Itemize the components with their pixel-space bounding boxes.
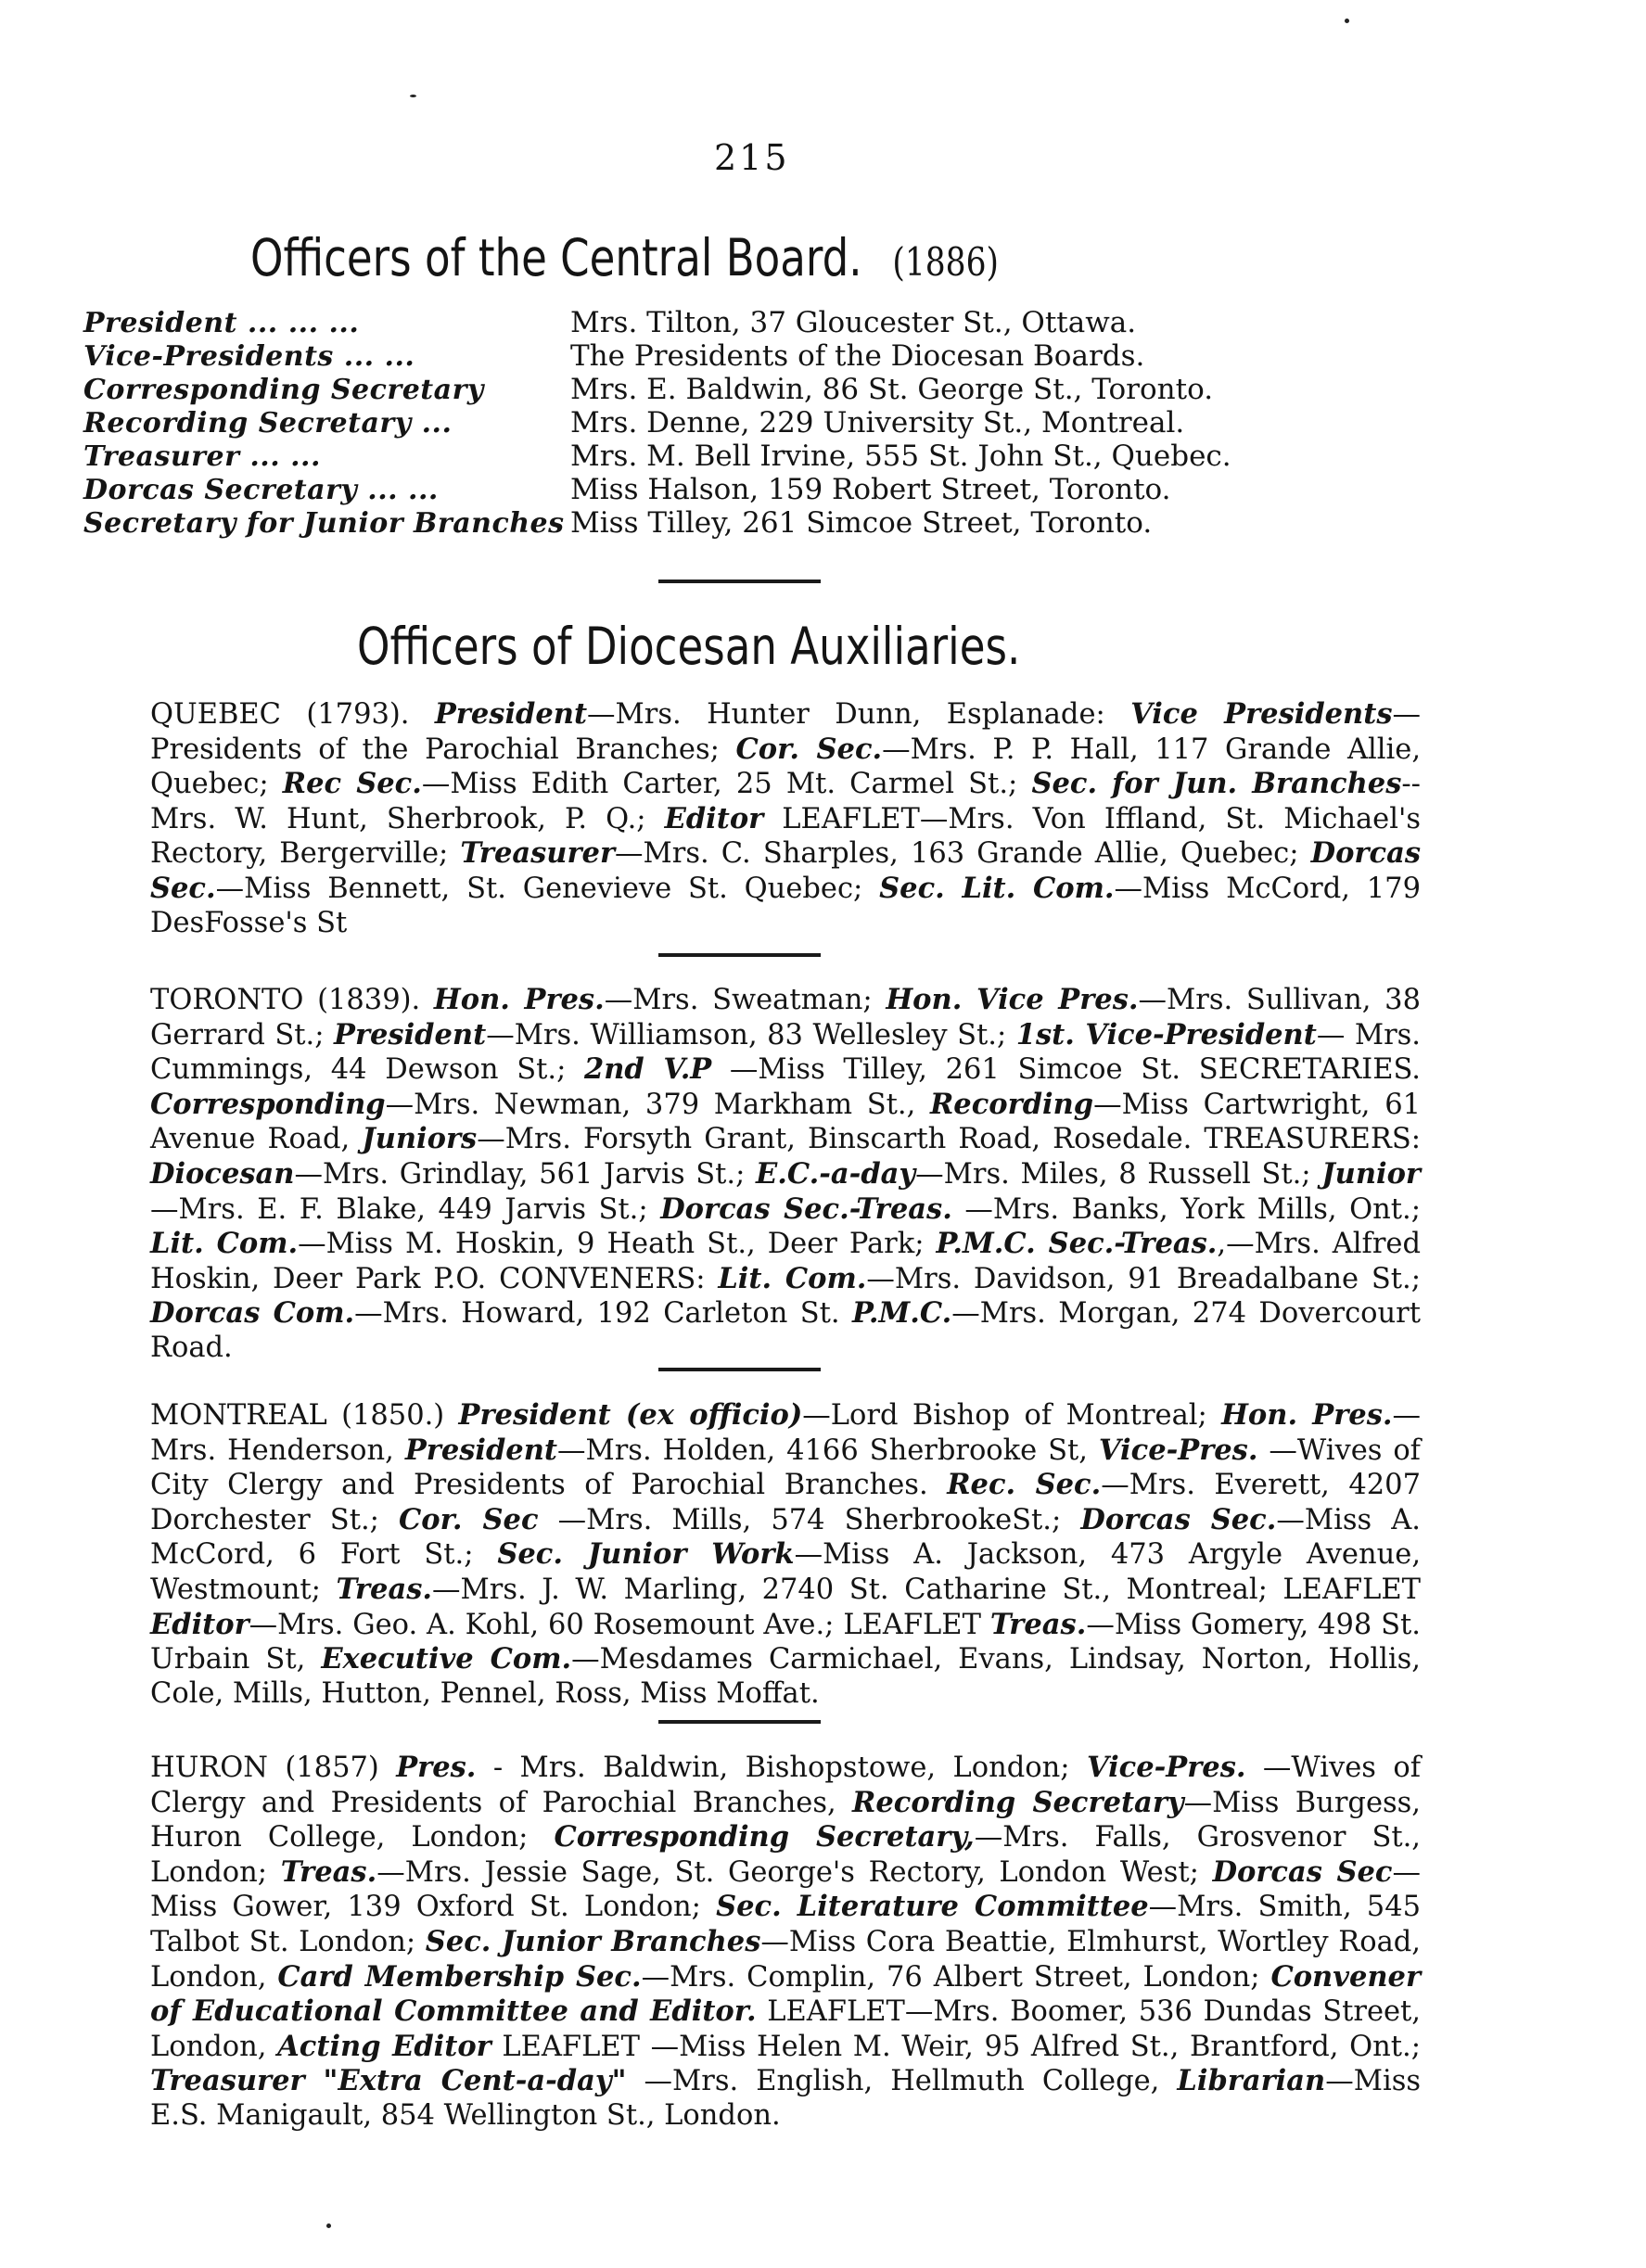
central-board-year: (1886) — [892, 239, 999, 285]
office-text: —Mrs. J. W. Marling, 2740 St. Catharine St., Montreal; LEAFLET — [432, 1573, 1421, 1606]
office-text: — Mrs. Cummings, 44 Dewson St.; — [150, 1018, 1421, 1087]
office-text: —Mrs. E. F. Blake, 449 Jarvis St.; — [150, 1192, 661, 1226]
office-text: —Mrs. Jessie Sage, St. George's Rectory, London West; — [376, 1855, 1213, 1889]
office-text: —Mrs. C. Sharples, 163 Grande Allie, Quebec; — [615, 837, 1311, 871]
central-officers-list — [83, 306, 1530, 540]
office-text: —Lord Bishop of Montreal; — [802, 1399, 1222, 1432]
office-title: Sec. for Jun. Branches — [1031, 767, 1402, 801]
toronto-section — [85, 983, 1421, 1366]
office-title: Rec. Sec. — [947, 1468, 1102, 1502]
office-text: —Miss M. Hoskin, 9 Heath St., Deer Park; — [298, 1228, 937, 1261]
office-text: —Mrs. Howard, 192 Carleton St. — [354, 1297, 852, 1331]
office-title: Editor — [150, 1607, 249, 1641]
office-text: —Mrs. Grindlay, 561 Jarvis St.; — [294, 1157, 757, 1191]
office-title: Sec. Literature Committee — [716, 1890, 1149, 1924]
officer-name: Miss Tilley, 261 Simcoe Street, Toronto. — [570, 506, 1153, 540]
montreal-paragraph — [150, 1398, 1421, 1711]
office-title: Hon. Pres. — [433, 983, 605, 1016]
office-text: —Mesdames Carmichael, Evans, Lindsay, Norton, Hollis, Cole, Mills, Hutton, Pennel, Ross, Miss Moffat. — [150, 1643, 1421, 1710]
office-text: TORONTO (1839). — [150, 984, 434, 1016]
officer-role: Corresponding Secretary — [83, 374, 484, 406]
office-title: Sec. Junior Work — [497, 1537, 795, 1572]
officer-name: Miss Halson, 159 Robert Street, Toronto. — [570, 473, 1171, 506]
office-title: Acting Editor — [277, 2029, 491, 2063]
officer-row — [83, 440, 1530, 473]
office-text: —Mrs. Newman, 379 Markham St., — [385, 1088, 930, 1121]
office-title: Dorcas Sec. — [150, 836, 1422, 905]
office-text: —Miss Edith Carter, 25 Mt. Carmel St.; — [421, 768, 1032, 801]
office-text: — Mrs. Henderson, — [150, 1399, 1421, 1467]
office-title: Executive Com. — [321, 1642, 572, 1676]
officer-row — [83, 306, 1530, 339]
montreal-section — [85, 1398, 1421, 1711]
print-speck — [1345, 19, 1349, 23]
officer-row — [83, 473, 1530, 506]
office-text: —Mrs. Mills, 574 SherbrookeSt.; — [538, 1503, 1081, 1536]
office-text: —Mrs. Everett, 4207 Dorchester St.; — [150, 1469, 1421, 1536]
officer-name: Mrs. Denne, 229 University St., Montreal. — [570, 406, 1185, 440]
office-title: Lit. Com. — [718, 1261, 867, 1295]
office-text: —Wives of Clergy and Presidents of Parochial Branches, — [150, 1752, 1421, 1819]
office-title: Convener of Educational Committee and Editor. — [150, 1959, 1422, 2029]
office-title: 2nd V.P — [584, 1052, 712, 1087]
office-title: Dorcas Sec.-Treas. — [660, 1191, 952, 1226]
office-title: President (ex officio) — [458, 1398, 803, 1432]
office-title: Treasurer — [460, 836, 616, 871]
officer-row — [83, 406, 1530, 440]
office-text: —Miss Bennett, St. Genevieve St. Quebec; — [215, 872, 880, 905]
office-text: —Miss Burgess, Huron College, London; — [150, 1786, 1421, 1854]
office-title: Recording Secretary — [852, 1785, 1184, 1819]
office-text: —Wives of City Clergy and Presidents of Parochial Branches. — [150, 1433, 1421, 1502]
office-text: ,—Mrs. Alfred Hoskin, Deer Park P.O. CONVENERS: — [150, 1228, 1421, 1295]
office-text: LEAFLET—Mrs. Von Iffland, St. Michael's Rectory, Bergerville; — [150, 802, 1422, 871]
office-title: Corresponding — [150, 1087, 386, 1121]
office-title: Dorcas Sec — [1212, 1854, 1393, 1889]
office-title: P.M.C. — [851, 1296, 952, 1331]
office-text: QUEBEC (1793). — [150, 698, 435, 731]
office-title: Dorcas Com. — [150, 1296, 355, 1331]
office-title: Cor. Sec — [399, 1502, 539, 1536]
office-title: Treasurer "Extra Cent-a-day" — [150, 2064, 627, 2098]
office-title: 1st. Vice-President — [1015, 1017, 1317, 1051]
quebec-section — [85, 697, 1421, 940]
office-title: Hon. Pres. — [1221, 1398, 1393, 1432]
office-text: —Miss McCord, 179 DesFosse's St — [150, 872, 1421, 939]
officer-role: Dorcas Secretary ... ... — [83, 474, 439, 506]
page-number: 215 — [714, 137, 790, 178]
office-title: Recording — [929, 1087, 1094, 1121]
central-board-heading — [250, 228, 1239, 287]
officer-role: Vice-Presidents ... ... — [83, 340, 415, 373]
office-title: Sec. Lit. Com. — [879, 871, 1115, 905]
office-text: —Mrs. Forsyth Grant, Binscarth Road, Rosedale. TREASURERS: — [477, 1123, 1421, 1156]
office-text: —Mrs. Davidson, 91 Breadalbane St.; — [866, 1262, 1421, 1295]
print-speck — [410, 95, 416, 97]
diocesan-heading: Officers of Diocesan Auxiliaries. — [357, 617, 1021, 676]
officer-role: President ... ... ... — [83, 307, 360, 339]
office-text: —Mrs. Sullivan, 38 Gerrard St.; — [150, 984, 1421, 1051]
office-text: MONTREAL (1850.) — [150, 1399, 459, 1432]
office-title: Card Membership Sec. — [277, 1959, 642, 1994]
office-text: —Mrs. Sweatman; — [604, 984, 887, 1016]
office-text: —Miss E.S. Manigault, 854 Wellington St., London. — [150, 2065, 1422, 2132]
officer-role: Treasurer ... ... — [83, 440, 321, 473]
office-title: Juniors — [362, 1122, 478, 1156]
office-title: Vice-Pres. — [1086, 1751, 1246, 1784]
officer-role: Recording Secretary ... — [83, 407, 453, 440]
office-title: Treas. — [989, 1607, 1087, 1641]
officer-row — [83, 506, 1530, 540]
print-speck — [326, 2223, 331, 2228]
office-text: —Mrs. Hunter Dunn, Esplanade: — [587, 698, 1131, 731]
office-title: P.M.C. Sec.-Treas. — [936, 1227, 1218, 1261]
office-title: President — [334, 1017, 487, 1051]
officer-role: Secretary for Junior Branches — [83, 507, 565, 540]
divider-rule — [658, 1368, 821, 1371]
office-text: --Mrs. W. Hunt, Sherbrook, P. Q.; — [150, 768, 1421, 835]
quebec-paragraph — [150, 697, 1421, 940]
officer-row — [83, 373, 1530, 406]
office-text: - Mrs. Baldwin, Bishopstowe, London; — [476, 1752, 1087, 1784]
central-board-title: Officers of the Central Board. — [250, 228, 862, 287]
office-text: —Miss A. McCord, 6 Fort St.; — [150, 1503, 1421, 1572]
office-title: Sec. Junior Branches — [425, 1924, 761, 1958]
office-title: Treas. — [280, 1854, 377, 1889]
officer-name: Mrs. Tilton, 37 Gloucester St., Ottawa. — [570, 306, 1137, 339]
office-text: LEAFLET —Miss Helen M. Weir, 95 Alfred St., Brantford, Ont.; — [491, 2030, 1421, 2063]
office-text: —Miss Gower, 139 Oxford St. London; — [150, 1855, 1421, 1924]
office-title: Rec Sec. — [282, 767, 422, 801]
office-text: LEAFLET—Mrs. Boomer, 536 Dundas Street, London, — [150, 1995, 1421, 2063]
office-title: President — [434, 697, 588, 731]
office-title: Cor. Sec. — [735, 732, 883, 766]
office-text: —Mrs. Miles, 8 Russell St.; — [915, 1157, 1322, 1191]
office-title: Librarian — [1177, 2064, 1326, 2098]
office-text: —Miss A. Jackson, 473 Argyle Avenue, Westmount; — [150, 1538, 1422, 1606]
office-text: —Miss Tilley, 261 Simcoe St. SECRETARIES. — [711, 1053, 1421, 1087]
officer-name: Mrs. E. Baldwin, 86 St. George St., Toronto. — [570, 373, 1214, 406]
officer-name: The Presidents of the Diocesan Boards. — [570, 339, 1145, 373]
office-title: Pres. — [396, 1751, 477, 1784]
office-title: E.C.-a-day — [756, 1156, 916, 1191]
office-title: Diocesan — [150, 1156, 295, 1191]
office-text: —Mrs. Williamson, 83 Wellesley St.; — [486, 1018, 1016, 1051]
office-text: —Mrs. English, Hellmuth College, — [626, 2065, 1178, 2098]
office-text: —Mrs. P. P. Hall, 117 Grande Allie, Quebec; — [150, 733, 1422, 801]
divider-rule — [658, 580, 821, 583]
office-text: HURON (1857) — [150, 1752, 397, 1784]
huron-paragraph — [150, 1751, 1421, 2134]
office-text: —Miss Cora Beattie, Elmhurst, Wortley Road, London, — [150, 1925, 1421, 1994]
office-title: Corresponding Secretary, — [554, 1820, 975, 1854]
office-text: —Mrs. Complin, 76 Albert Street, London; — [641, 1960, 1271, 1994]
office-text: —Mrs. Banks, York Mills, Ont.; — [951, 1192, 1422, 1226]
office-title: Editor — [664, 801, 764, 835]
office-text: —Mrs. Morgan, 274 Dovercourt Road. — [150, 1297, 1421, 1364]
officer-name: Mrs. M. Bell Irvine, 555 St. John St., Quebec. — [570, 440, 1231, 473]
divider-rule — [658, 1720, 821, 1724]
officer-row — [83, 339, 1530, 373]
office-text: —Presidents of the Parochial Branches; — [150, 698, 1421, 766]
office-title: Treas. — [336, 1572, 433, 1606]
office-text: —Mrs. Geo. A. Kohl, 60 Rosemount Ave.; LEAFLET — [249, 1608, 990, 1641]
office-text: —Mrs. Falls, Grosvenor St., London; — [150, 1821, 1421, 1889]
office-text: —Miss Gomery, 498 St. Urbain St, — [150, 1608, 1421, 1676]
office-title: Dorcas Sec. — [1080, 1502, 1277, 1536]
office-title: Vice-Pres. — [1098, 1433, 1258, 1467]
toronto-paragraph — [150, 983, 1421, 1366]
office-title: Hon. Vice Pres. — [886, 983, 1139, 1016]
office-title: Lit. Com. — [150, 1227, 299, 1261]
divider-rule — [658, 953, 821, 957]
office-title: Vice Presidents — [1130, 697, 1393, 731]
office-text: —Mrs. Holden, 4166 Sherbrooke St, — [556, 1433, 1099, 1467]
huron-section — [85, 1751, 1421, 2134]
office-title: President — [404, 1433, 557, 1467]
office-text: —Miss Cartwright, 61 Avenue Road, — [150, 1088, 1421, 1156]
office-title: Junior — [1321, 1156, 1421, 1191]
office-text: —Mrs. Smith, 545 Talbot St. London; — [150, 1891, 1422, 1958]
